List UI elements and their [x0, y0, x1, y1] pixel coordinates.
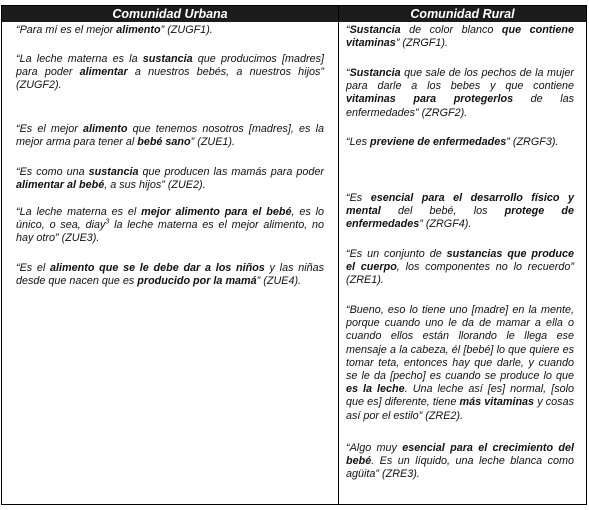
- urban-quote-text: producido por la mamá: [137, 275, 257, 288]
- rural-quote-text: que sale de los pechos de la mujer para darle a los bebes y que contiene: [346, 67, 574, 93]
- urban-quote: [16, 123, 324, 149]
- urban-quote-text: alimento: [83, 123, 128, 135]
- urban-quote-text: que producen las mamás para poder: [138, 166, 324, 178]
- urban-quote: [16, 262, 324, 288]
- column-divider: [338, 6, 339, 504]
- header-rural: Comunidad Rural: [410, 7, 515, 21]
- urban-quote-text: mejor alimento para el bebé: [141, 206, 292, 218]
- urban-quote-text: ” (ZUE4).: [256, 275, 302, 288]
- urban-quote-text: alimento: [116, 24, 161, 36]
- rural-quote-text: esencial para el desarrollo físico y mental: [346, 192, 574, 218]
- urban-quote-text: “La leche materna es el: [16, 206, 142, 218]
- rural-quote-text: esencial para el crecimiento del bebé: [346, 442, 574, 468]
- urban-quote-text: 3: [105, 218, 110, 226]
- rural-quote-text: de color blanco: [400, 24, 502, 36]
- urban-quote-text: bebé sano: [137, 136, 191, 149]
- urban-quote-text: alimentar: [79, 66, 128, 79]
- rural-quote: [346, 67, 574, 120]
- urban-quote-text: , a sus hijos” (ZUE2).: [104, 179, 206, 192]
- urban-quote-text: sustancia: [142, 53, 193, 65]
- urban-quote-text: “Es el: [16, 262, 51, 274]
- rural-quote-text: “Les: [346, 136, 371, 148]
- rural-quote-text: vitaminas para protegerlos: [346, 93, 514, 106]
- rural-quote-text: es la leche: [346, 383, 405, 396]
- urban-quote-text: ” (ZUE1).: [190, 136, 236, 149]
- urban-quote: [16, 24, 324, 37]
- quotes-table: [1, 5, 587, 505]
- header-urban: Comunidad Urbana: [112, 7, 228, 21]
- rural-quote-text: “: [346, 67, 350, 79]
- rural-quote: [346, 24, 574, 50]
- rural-quote-text: “Es un conjunto de: [346, 248, 447, 260]
- urban-quote: [16, 53, 324, 93]
- rural-quote-text: Sustancia: [349, 67, 401, 79]
- urban-quote-text: y las niñas desde que nacen que es: [16, 262, 325, 288]
- urban-quote-text: “La leche materna es la: [16, 53, 143, 65]
- urban-quote-text: sustancia: [88, 166, 139, 178]
- rural-quote-text: “Es: [346, 192, 371, 204]
- urban-quote-text: que producimos [madres] para poder: [16, 53, 324, 79]
- rural-quote: [346, 248, 574, 288]
- rural-quote: [346, 442, 574, 482]
- rural-quote-text: Sustancia: [349, 24, 401, 36]
- rural-quote-text: ” (ZRGF4).: [419, 218, 472, 231]
- rural-quote-text: , los componentes no lo recuerdo” (ZRE1).: [346, 261, 574, 287]
- rural-quote-text: y cosas así por el estilo” (ZRE2).: [346, 396, 574, 422]
- rural-quote: [346, 136, 574, 149]
- rural-quote-text: ” (ZRGF3).: [506, 136, 559, 148]
- rural-quote-text: “Bueno, eso lo tiene uno [madre] en la mente, porque cuando uno le da de mamar a ella o cuando ellos están llorando le llega ese mensaje a la cabeza, él [bebé] lo que quiere es tomar teta, entonces hay que darle, y cuando se le da [pecho] es cuando se produce lo que: [346, 304, 574, 383]
- urban-quote-text: “Para mí es el mejor: [16, 24, 117, 36]
- urban-quote-text: , es lo único, o sea, diay: [16, 206, 324, 232]
- urban-quote: [16, 166, 324, 192]
- rural-quote-text: sustancias que produce el cuerpo: [346, 248, 574, 274]
- rural-quote-text: “: [346, 24, 350, 36]
- rural-quote: [346, 304, 574, 423]
- rural-quote-text: “Algo muy: [346, 442, 403, 454]
- table-header-row: [2, 6, 586, 22]
- rural-quote-text: . Una leche así [es] normal, [solo que es] diferente, tiene: [346, 383, 575, 409]
- urban-quote-text: “Es como una: [16, 166, 89, 178]
- rural-quote-text: protege de enfermedades: [346, 205, 574, 231]
- urban-quote-text: que tenemos nosotros [madres], es la mejor arma para tener al: [16, 123, 324, 149]
- urban-quote-text: a nuestros bebés, a nuestros hijos” (ZUGF2).: [16, 66, 324, 92]
- urban-quote: [16, 206, 324, 246]
- rural-quote-text: de las enfermedades” (ZRGF2).: [346, 93, 575, 119]
- rural-quote-text: que contiene vitaminas: [346, 24, 574, 50]
- rural-quote-text: previene de enfermedades: [370, 136, 507, 148]
- urban-quote-text: alimentar al bebé: [16, 179, 105, 192]
- urban-quote-text: “Es el mejor: [16, 123, 84, 135]
- urban-quote-text: la leche materna es el mejor alimento, no hay otro” (ZUE3).: [16, 219, 325, 245]
- urban-quote-text: alimento que se le debe dar a los niños: [50, 262, 265, 274]
- rural-quote-text: del bebé, los: [380, 205, 505, 218]
- urban-quote-text: ” (ZUGF1).: [160, 24, 213, 36]
- rural-quote-text: ” (ZRGF1).: [395, 37, 448, 50]
- rural-quote: [346, 192, 574, 232]
- urban-column: [16, 22, 324, 504]
- rural-column: [346, 22, 574, 504]
- rural-quote-text: más vitaminas: [459, 396, 535, 409]
- rural-quote-text: . Es un líquido, una leche blanca como agüita” (ZRE3).: [346, 455, 574, 481]
